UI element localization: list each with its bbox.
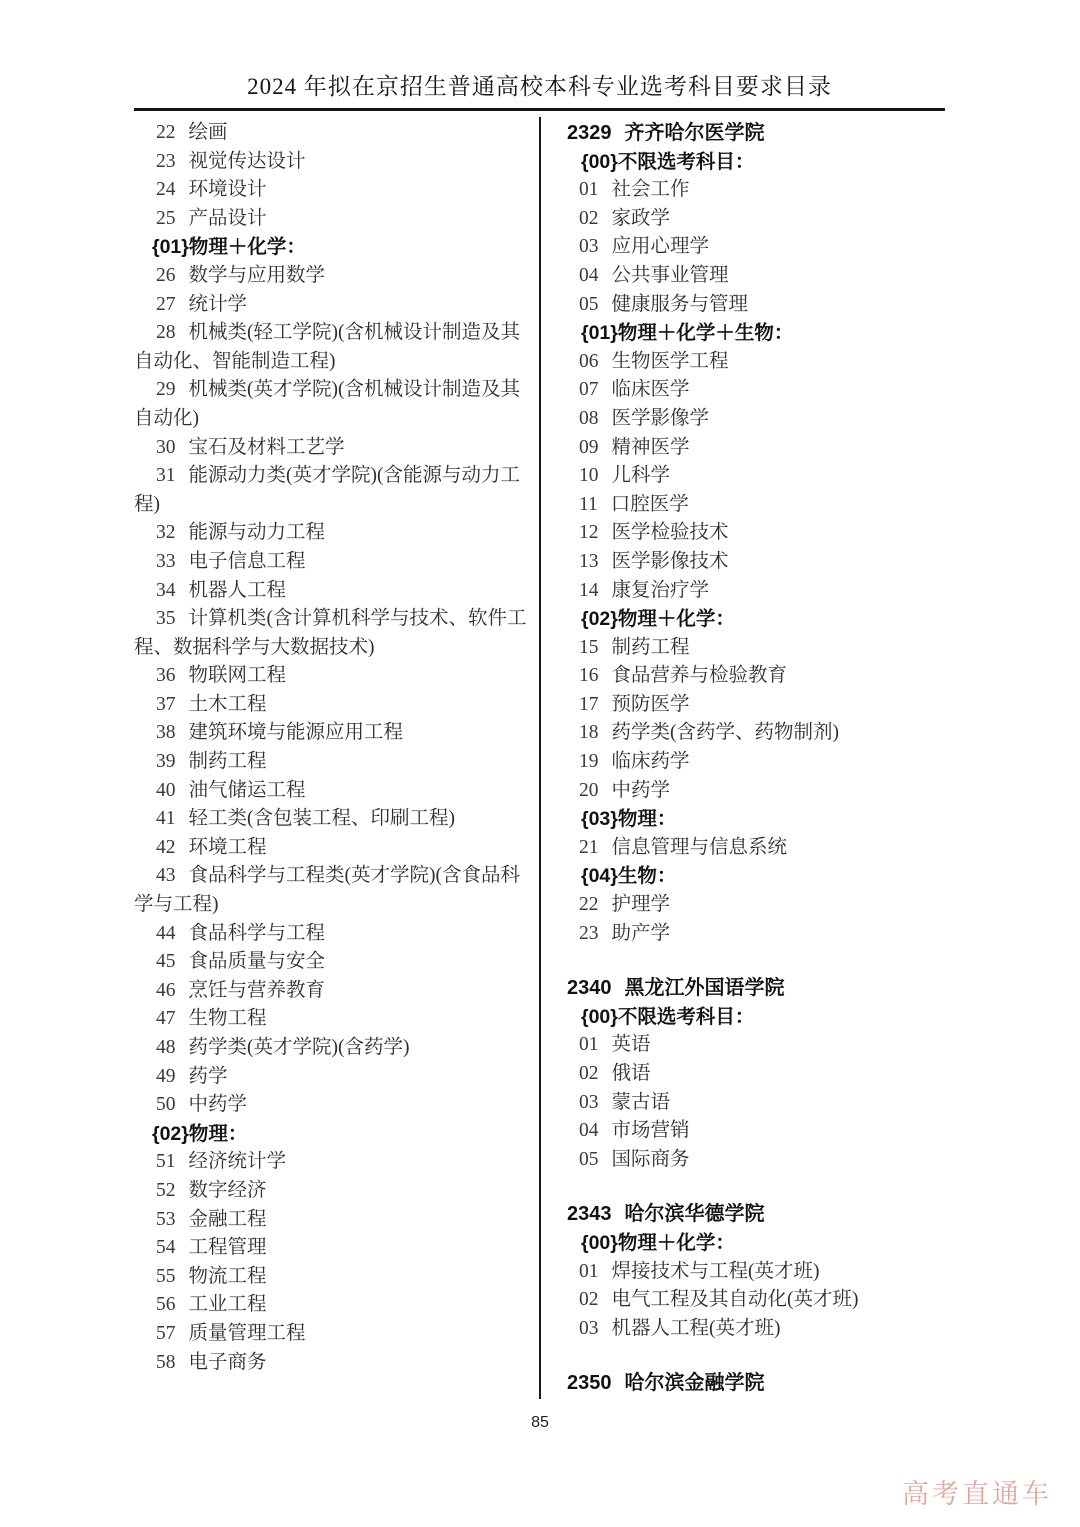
subject-group-header: {00}不限选考科目： (581, 1005, 755, 1028)
major-number: 14 (579, 579, 599, 601)
major-item (567, 348, 959, 377)
subject-group-header: {04}生物： (581, 865, 677, 888)
major-number: 42 (156, 836, 176, 858)
major-number: 26 (156, 264, 176, 286)
major-number: 04 (579, 264, 599, 286)
major-number: 52 (156, 1179, 176, 1201)
major-name: 制药工程 (611, 636, 690, 658)
major-item (134, 519, 536, 548)
blank-line (567, 1343, 959, 1369)
major-item (134, 1005, 536, 1034)
major-name: 建筑环境与能源应用工程 (188, 722, 404, 744)
school-header (567, 1369, 959, 1398)
major-name: 机械类(轻工学院)(含机械设计制造及其自动化、智能制造工程) (134, 322, 520, 372)
major-name: 食品科学与工程类(英才学院)(含食品科学与工程) (134, 865, 520, 916)
subject-group-header: {01}物理＋化学＋生物： (581, 322, 794, 345)
major-item (567, 176, 959, 205)
major-name: 医学影像技术 (611, 550, 729, 572)
major-item (567, 691, 959, 720)
major-name: 食品质量与安全 (188, 951, 326, 973)
major-item (567, 405, 959, 434)
major-item (134, 1234, 536, 1263)
major-name: 精神医学 (611, 436, 690, 458)
major-name: 绘画 (188, 122, 228, 143)
major-number: 29 (156, 379, 176, 401)
major-number: 43 (156, 865, 176, 887)
major-name: 信息管理与信息系统 (611, 836, 788, 858)
major-name: 工业工程 (188, 1294, 267, 1316)
major-item (134, 1263, 536, 1292)
major-item (134, 1320, 536, 1349)
major-item (567, 719, 959, 748)
major-item (134, 777, 536, 806)
major-name: 物流工程 (188, 1265, 267, 1287)
major-item (134, 205, 536, 234)
major-number: 10 (579, 465, 599, 487)
major-name: 食品营养与检验教育 (611, 665, 788, 687)
major-item (134, 1206, 536, 1235)
major-name: 助产学 (611, 922, 671, 944)
major-number: 58 (156, 1351, 176, 1373)
major-item (134, 119, 536, 148)
major-item (134, 319, 536, 376)
major-item (567, 205, 959, 234)
major-item (134, 691, 536, 720)
major-item (567, 1089, 959, 1118)
major-number: 33 (156, 550, 176, 572)
major-number: 08 (579, 407, 599, 429)
major-number: 34 (156, 579, 176, 601)
major-name: 电气工程及其自动化(英才班) (611, 1289, 859, 1311)
subject-group-header: {00}不限选考科目： (581, 150, 755, 173)
major-number: 40 (156, 779, 176, 801)
major-number: 48 (156, 1037, 176, 1058)
major-item (134, 262, 536, 291)
major-number: 45 (156, 951, 176, 973)
major-number: 16 (579, 665, 599, 687)
major-number: 22 (579, 894, 599, 916)
major-number: 02 (579, 1289, 599, 1311)
major-item (567, 662, 959, 691)
major-item (567, 1286, 959, 1315)
major-number: 28 (156, 322, 176, 344)
major-name: 药学 (188, 1065, 228, 1087)
major-name: 药学类(含药学、药物制剂) (611, 722, 839, 744)
major-item (134, 176, 536, 205)
major-item (567, 233, 959, 262)
school-code: 2343 (567, 1203, 612, 1226)
major-name: 电子信息工程 (188, 550, 306, 572)
major-number: 05 (579, 293, 599, 315)
major-item (567, 1258, 959, 1287)
major-number: 01 (579, 1260, 599, 1282)
major-item (134, 1291, 536, 1320)
subject-group-header: {02}物理： (152, 1122, 248, 1145)
major-name: 应用心理学 (611, 236, 710, 258)
major-item (567, 434, 959, 463)
major-name: 环境设计 (188, 179, 267, 201)
major-name: 预防医学 (611, 693, 690, 715)
major-item (567, 291, 959, 320)
major-number: 35 (156, 608, 176, 630)
major-name: 烹饪与营养教育 (188, 979, 326, 1001)
major-name: 数学与应用数学 (188, 264, 326, 286)
major-number: 23 (156, 150, 176, 172)
major-number: 15 (579, 636, 599, 658)
major-item (134, 291, 536, 320)
major-item (134, 1091, 536, 1120)
subject-group-header: {00}物理＋化学： (581, 1231, 735, 1254)
major-item (567, 1117, 959, 1146)
major-number: 53 (156, 1208, 176, 1230)
major-number: 23 (579, 922, 599, 944)
major-number: 50 (156, 1094, 176, 1116)
major-name: 蒙古语 (611, 1091, 671, 1113)
major-name: 家政学 (611, 207, 671, 229)
major-number: 01 (579, 1034, 599, 1056)
major-item (567, 1146, 959, 1175)
school-name: 哈尔滨华德学院 (624, 1203, 765, 1226)
major-name: 土木工程 (188, 693, 267, 715)
major-name: 临床医学 (611, 379, 690, 401)
major-name: 机器人工程(英才班) (611, 1317, 781, 1339)
major-name: 视觉传达设计 (188, 150, 306, 172)
major-name: 口腔医学 (610, 493, 689, 515)
major-item (567, 548, 959, 577)
major-number: 06 (579, 350, 599, 372)
major-number: 05 (579, 1148, 599, 1170)
major-number: 03 (579, 1091, 599, 1113)
subject-group-header: {02}物理＋化学： (581, 608, 735, 631)
school-header (567, 119, 959, 148)
major-number: 22 (156, 122, 176, 143)
blank-line (567, 948, 959, 974)
major-item (567, 777, 959, 806)
major-name: 产品设计 (188, 207, 267, 229)
major-number: 54 (156, 1237, 176, 1259)
major-number: 01 (579, 179, 599, 201)
major-name: 国际商务 (611, 1148, 690, 1170)
major-number: 47 (156, 1008, 176, 1030)
school-code: 2350 (567, 1372, 612, 1395)
school-header (567, 1200, 959, 1229)
major-name: 健康服务与管理 (611, 293, 749, 315)
major-item (134, 834, 536, 863)
major-number: 09 (579, 436, 599, 458)
major-item (134, 1034, 536, 1063)
title-rule (134, 108, 945, 111)
major-name: 公共事业管理 (611, 264, 729, 286)
major-item (134, 577, 536, 606)
major-name: 食品科学与工程 (188, 922, 326, 944)
major-item (567, 834, 959, 863)
major-name: 环境工程 (188, 836, 267, 858)
major-item (134, 977, 536, 1006)
major-item (134, 548, 536, 577)
major-number: 38 (156, 722, 176, 744)
major-item (567, 577, 959, 606)
column-divider (539, 117, 541, 1399)
school-code: 2340 (567, 977, 612, 1000)
major-name: 中药学 (611, 779, 671, 801)
major-item (134, 920, 536, 949)
major-number: 27 (156, 293, 176, 315)
major-name: 物联网工程 (188, 665, 287, 687)
major-item (567, 376, 959, 405)
major-number: 20 (579, 779, 599, 801)
watermark: 高考直通车 (902, 1479, 1052, 1509)
blank-line (567, 1174, 959, 1200)
major-item (134, 862, 536, 919)
major-item (134, 605, 536, 662)
page-title: 2024 年拟在京招生普通高校本科专业选考科目要求目录 (247, 74, 832, 99)
major-number: 07 (579, 379, 599, 401)
major-number: 32 (156, 522, 176, 544)
major-item (567, 1315, 959, 1344)
major-number: 03 (579, 236, 599, 258)
major-name: 工程管理 (188, 1237, 267, 1259)
major-name: 护理学 (611, 894, 671, 916)
major-item (134, 148, 536, 177)
major-number: 37 (156, 693, 176, 715)
major-name: 中药学 (188, 1094, 248, 1116)
major-name: 英语 (611, 1034, 651, 1056)
major-name: 临床药学 (611, 751, 690, 773)
left-column (134, 119, 536, 1377)
major-item (134, 948, 536, 977)
school-header (567, 974, 959, 1003)
major-name: 医学检验技术 (611, 522, 729, 544)
major-number: 44 (156, 922, 176, 944)
major-item (134, 434, 536, 463)
major-name: 制药工程 (188, 751, 267, 773)
major-number: 19 (579, 751, 599, 773)
major-item (567, 1031, 959, 1060)
major-number: 46 (156, 979, 176, 1001)
major-number: 13 (579, 550, 599, 572)
major-name: 机械类(英才学院)(含机械设计制造及其自动化) (134, 379, 520, 429)
major-item (567, 262, 959, 291)
major-name: 计算机类(含计算机科学与技术、软件工程、数据科学与大数据技术) (134, 608, 527, 658)
major-name: 数字经济 (188, 1179, 267, 1201)
major-name: 电子商务 (188, 1351, 267, 1373)
major-number: 02 (579, 207, 599, 229)
major-name: 统计学 (188, 293, 248, 315)
major-item (134, 805, 536, 834)
major-number: 17 (579, 693, 599, 715)
major-number: 25 (156, 207, 176, 229)
major-number: 31 (156, 465, 176, 487)
major-name: 生物工程 (188, 1008, 267, 1030)
major-name: 经济统计学 (188, 1151, 287, 1173)
major-item (567, 920, 959, 949)
major-name: 儿科学 (611, 465, 671, 487)
school-name: 齐齐哈尔医学院 (624, 122, 765, 144)
major-number: 11 (579, 493, 598, 515)
major-item (134, 1063, 536, 1092)
major-item (567, 519, 959, 548)
major-number: 55 (156, 1265, 176, 1287)
major-name: 能源与动力工程 (188, 522, 326, 544)
major-item (134, 1349, 536, 1378)
major-number: 51 (156, 1151, 176, 1173)
major-name: 能源动力类(英才学院)(含能源与动力工程) (134, 465, 520, 515)
major-name: 市场营销 (611, 1120, 690, 1142)
page-number: 85 (531, 1414, 549, 1431)
major-item (567, 634, 959, 663)
major-name: 油气储运工程 (188, 779, 306, 801)
subject-group-header: {03}物理： (581, 808, 677, 831)
subject-group-header: {01}物理＋化学： (152, 236, 306, 259)
school-name: 哈尔滨金融学院 (624, 1372, 765, 1395)
major-item (134, 376, 536, 433)
major-name: 质量管理工程 (188, 1322, 306, 1344)
major-number: 49 (156, 1065, 176, 1087)
major-name: 俄语 (611, 1063, 651, 1084)
major-item (567, 491, 959, 520)
school-code: 2329 (567, 122, 612, 144)
major-item (567, 891, 959, 920)
right-column (567, 119, 959, 1398)
major-number: 57 (156, 1322, 176, 1344)
major-number: 02 (579, 1063, 599, 1084)
major-item (567, 462, 959, 491)
major-item (134, 462, 536, 519)
major-item (567, 748, 959, 777)
major-name: 机器人工程 (188, 579, 287, 601)
major-number: 39 (156, 751, 176, 773)
major-name: 宝石及材料工艺学 (188, 436, 345, 458)
school-name: 黑龙江外国语学院 (624, 977, 785, 1000)
major-number: 21 (579, 836, 599, 858)
major-number: 56 (156, 1294, 176, 1316)
major-name: 金融工程 (188, 1208, 267, 1230)
major-name: 生物医学工程 (611, 350, 729, 372)
major-number: 03 (579, 1317, 599, 1339)
major-item (567, 1060, 959, 1089)
major-name: 轻工类(含包装工程、印刷工程) (188, 808, 455, 830)
major-number: 12 (579, 522, 599, 544)
major-number: 30 (156, 436, 176, 458)
major-item (134, 748, 536, 777)
major-number: 36 (156, 665, 176, 687)
major-item (134, 1148, 536, 1177)
major-name: 医学影像学 (611, 407, 710, 429)
major-name: 康复治疗学 (611, 579, 710, 601)
major-number: 24 (156, 179, 176, 201)
major-item (134, 662, 536, 691)
major-name: 焊接技术与工程(英才班) (611, 1260, 820, 1282)
major-name: 社会工作 (611, 179, 690, 201)
major-number: 04 (579, 1120, 599, 1142)
major-name: 药学类(英才学院)(含药学) (188, 1037, 410, 1058)
major-item (134, 1177, 536, 1206)
major-number: 18 (579, 722, 599, 744)
major-number: 41 (156, 808, 176, 830)
major-item (134, 719, 536, 748)
